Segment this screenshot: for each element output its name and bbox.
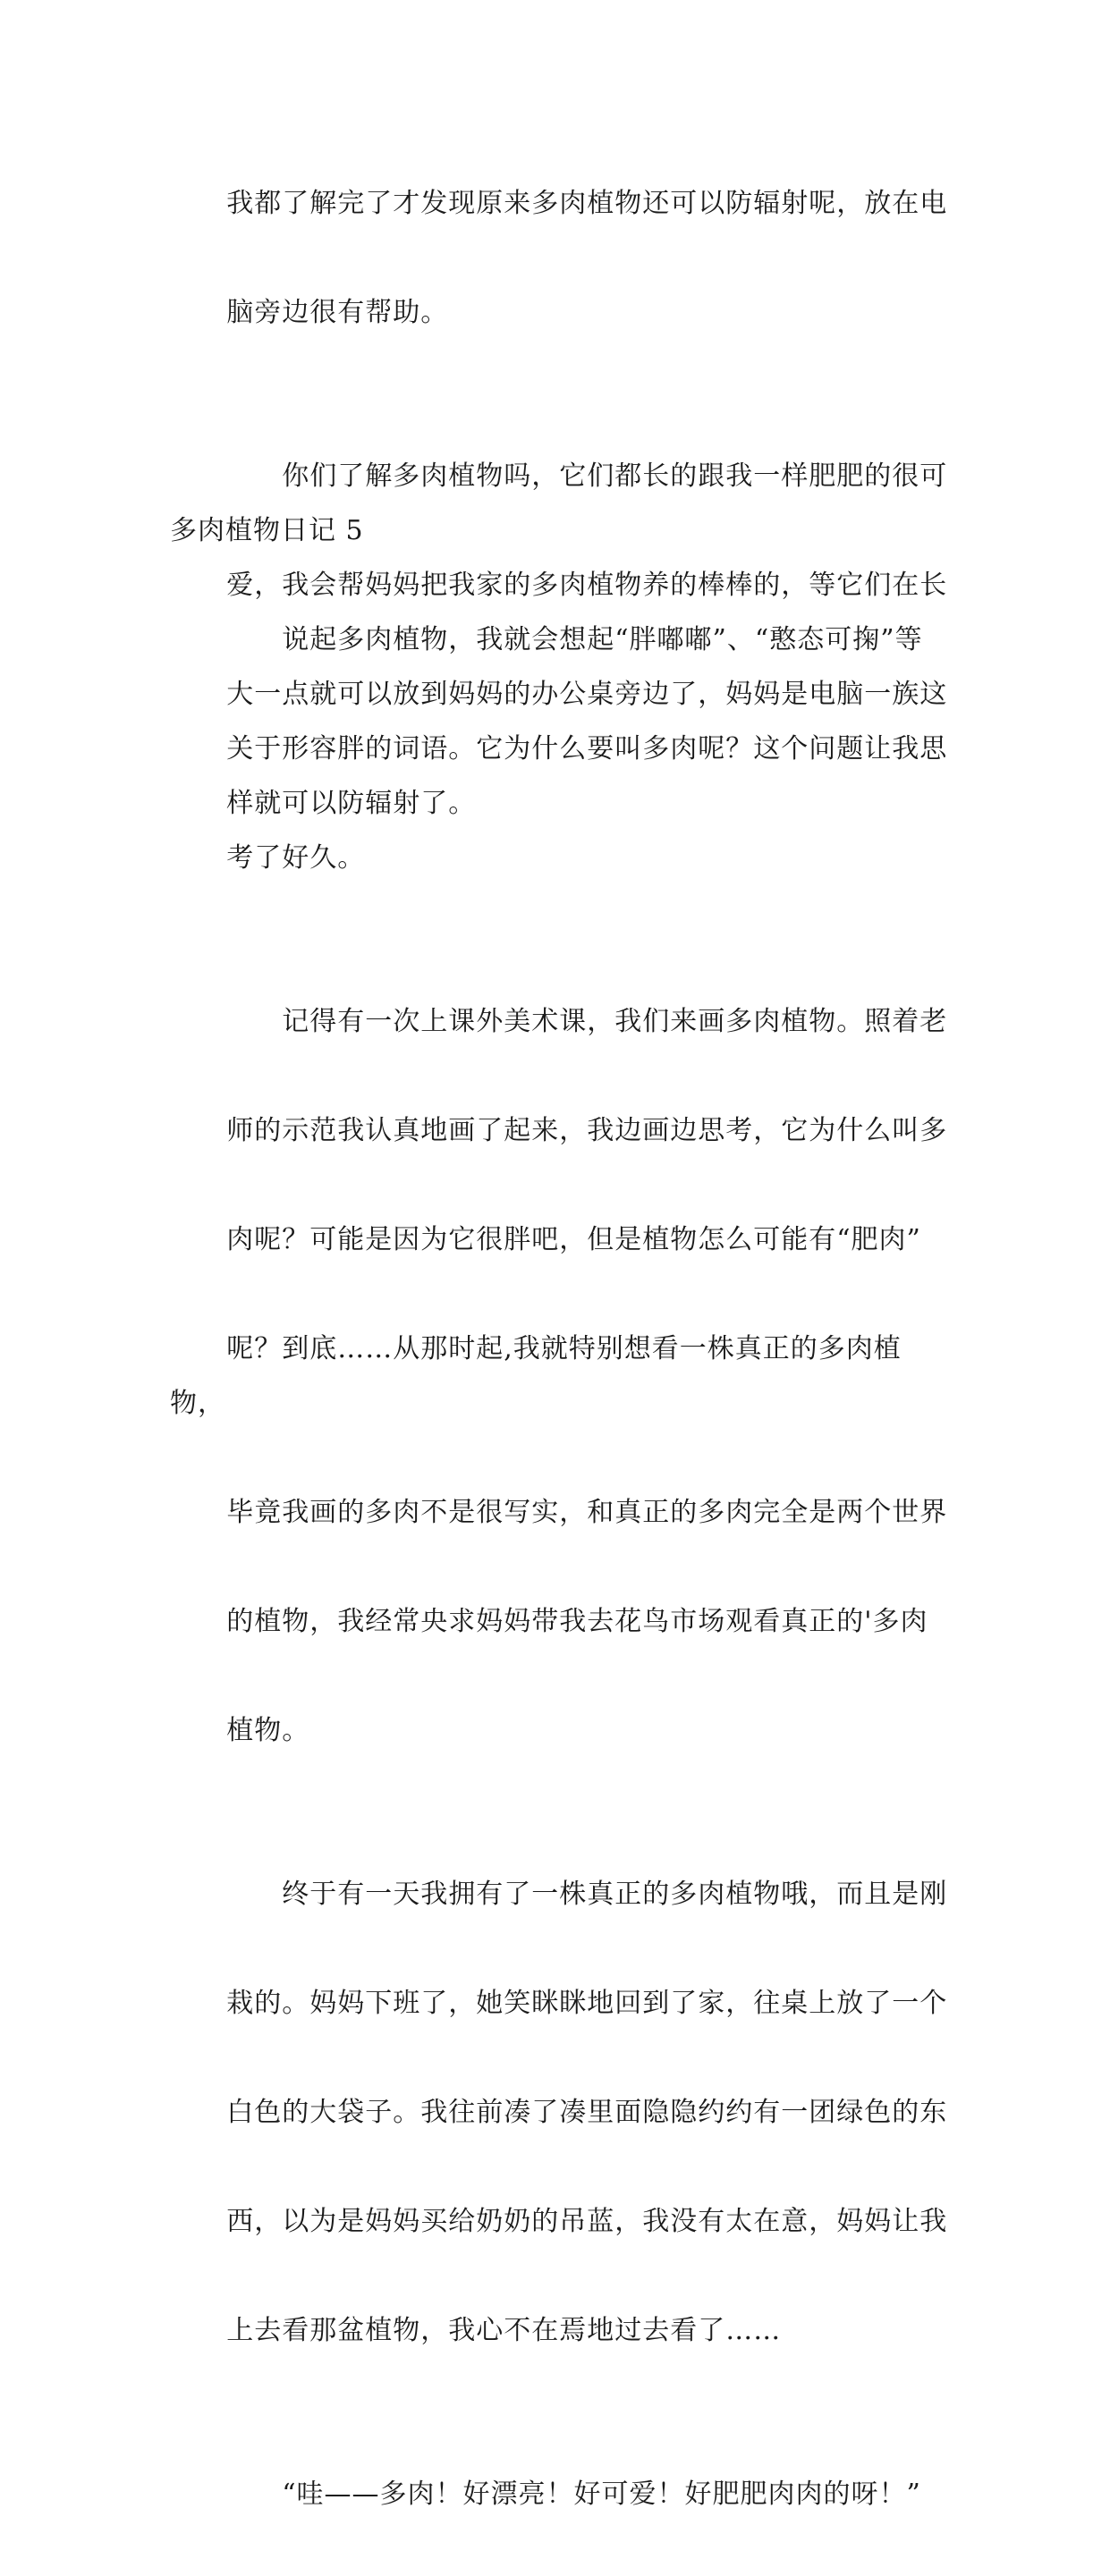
text-line: 样就可以防辐射了。 [226,788,477,819]
text-line: 毕竟我画的多肉不是很写实，和真正的多肉完全是两个世界 [226,1497,948,1528]
text-line: 说起多肉植物，我就会想起“胖嘟嘟”、“憨态可掬”等 [226,624,923,655]
text-line: 呢？到底……从那时起,我就特别想看一株真正的多肉植物， [170,1333,902,1419]
text-line: 记得有一次上课外美术课，我们来画多肉植物。照着老 [226,1006,948,1037]
text-line: 肉呢？可能是因为它很胖吧，但是植物怎么可能有“肥肉” [226,1224,921,1255]
text-line: 西，以为是妈妈买给奶奶的吊蓝，我没有太在意，妈妈让我 [226,2206,948,2237]
text-line: 考了好久。 [226,842,366,874]
text-line: 的植物，我经常央求妈妈带我去花鸟市场观看真正的'多肉 [226,1606,928,1637]
text-line: 关于形容胖的词语。它为什么要叫多肉呢？这个问题让我思 [226,733,948,764]
text-block-bottom [170,503,948,2576]
paragraph [170,2412,948,2576]
section-title: 多肉植物日记 5 [170,515,364,546]
text-line: 白色的大袋子。我往前凑了凑里面隐隐约约有一团绿色的东 [226,2097,948,2128]
paragraph [170,122,948,394]
text-line: 上去看那盆植物，我心不在焉地过去看了…… [226,2315,782,2346]
text-line: 大一点就可以放到妈妈的办公桌旁边了，妈妈是电脑一族这 [226,679,948,710]
paragraph [170,1812,948,2412]
paragraph [170,940,948,1812]
paragraph [170,558,948,940]
text-line: 你们了解多肉植物吗，它们都长的跟我一样肥肥的很可 [226,460,948,492]
text-line: 栽的。妈妈下班了，她笑眯眯地回到了家，往桌上放了一个 [226,1988,948,2019]
text-line: “哇——多肉！好漂亮！好可爱！好肥肥肉肉的呀！” [226,2479,921,2510]
text-line: 我都了解完了才发现原来多肉植物还可以防辐射呢，放在电 [226,188,948,219]
text-line: 脑旁边很有帮助。 [226,297,449,328]
text-line: 植物。 [226,1715,310,1746]
text-line: 爱，我会帮妈妈把我家的多肉植物养的棒棒的，等它们在长 [226,570,948,601]
text-line: 终于有一天我拥有了一株真正的多肉植物哦，而且是刚 [226,1879,948,1910]
text-line: 师的示范我认真地画了起来，我边画边思考，它为什么叫多 [226,1115,948,1146]
